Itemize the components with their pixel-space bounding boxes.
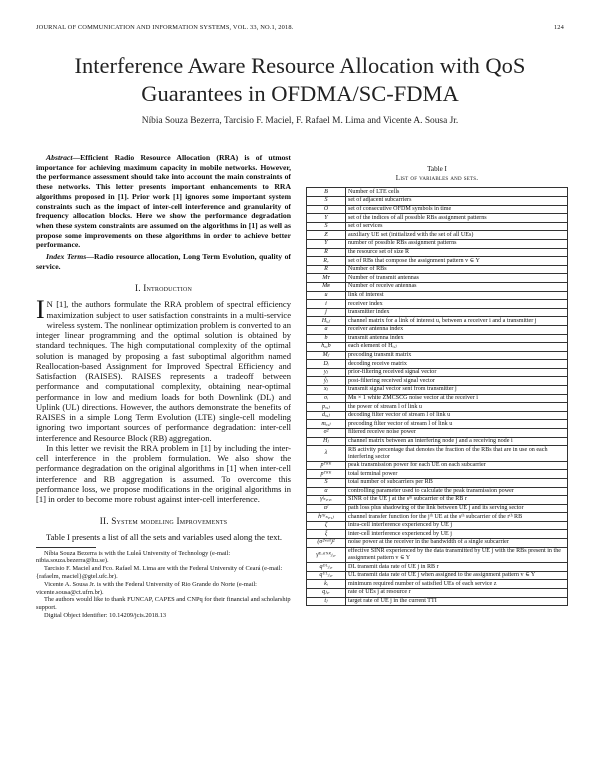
table-row [307, 571, 568, 580]
definition-cell: set of services [346, 222, 568, 231]
definition-cell: total terminal power [346, 470, 568, 479]
definition-cell: filtered receive noise power [346, 429, 568, 438]
symbol-cell: O [307, 205, 346, 214]
drop-cap: I [36, 295, 45, 325]
intro-paragraph-2: In this letter we revisit the RRA problem in [1] by including the inter-cell interference in the problem formulation. We also show the performance degradation on the original algorithms in [1] when inter-cell interference and RB aggregation is assumed. To overcome this performance loss, we propose modifications in the original algorithms in [1] in order to become more robust against inter-cell interference. [36, 442, 291, 505]
symbol-cell: qⱼ,ᵣ [307, 588, 346, 597]
table-row [307, 539, 568, 548]
definition-cell: each element of Hᵢ,ⱼ [346, 343, 568, 352]
symbol-cell: j [307, 308, 346, 317]
definition-cell: prior-filtering received signal vector [346, 368, 568, 377]
symbol-cell: u [307, 291, 346, 300]
definition-cell: decoding receive matrix [346, 360, 568, 369]
symbol-cell: Mᴛ [307, 274, 346, 283]
definition-cell: path loss plus shadowing of the link between UE j and its serving sector [346, 504, 568, 513]
paper-title: Interference Aware Resource Allocation with QoS Guarantees in OFDMA/SC-FDMA [74, 53, 526, 106]
abstract-label: Abstract [46, 153, 73, 162]
abstract-text: —Efficient Radio Resource Allocation (RRA) is of utmost importance for achieving maximum capacity in mobile networks. However, the performance assessment should take into account the main constraints of these networks. This letter presents important enhancements to RRA algorithms proposed in [1]. Prior work [1] ignores some important system constraints such as the impact of inter-cell interference and granularity of frequency allocation blocks. Here we show the performance degradation when these system constraints are assumed on the algorithms in [1] as well as propose some improvements on these algorithms in order to achieve better performance. [36, 153, 291, 250]
definition-cell: receiver index [346, 300, 568, 309]
table-row [307, 386, 568, 395]
definition-cell: precoding filter vector of stream l of link u [346, 420, 568, 429]
definition-cell: inter-cell interference experienced by UE j [346, 530, 568, 539]
variables-table [306, 187, 568, 606]
definition-cell: decoding filter vector of stream l of link u [346, 411, 568, 420]
table-row [307, 231, 568, 240]
definition-cell: effective SINR experienced by the data transmitted by UE j with the RBs present in the assignment pattern v ∈ Y [346, 547, 568, 563]
definition-cell: minimum required number of satisfied UEs of each service z [346, 580, 568, 589]
table-row [307, 478, 568, 487]
table-row [307, 580, 568, 589]
table-row [307, 239, 568, 248]
intro-paragraph-1 [36, 295, 291, 443]
symbol-cell: α [307, 487, 346, 496]
table-row [307, 547, 568, 563]
definition-cell: rate of UEs j at resource r [346, 588, 568, 597]
table-row [307, 597, 568, 606]
definition-cell: channel matrix between an interfering node j and a receiving node i [346, 437, 568, 446]
table-row [307, 291, 568, 300]
symbol-cell: Mⱼ [307, 351, 346, 360]
table-row [307, 411, 568, 420]
definition-cell: DL transmit data rate of UE j in RB r [346, 563, 568, 572]
table-row [307, 317, 568, 326]
journal-name: JOURNAL OF COMMUNICATION AND INFORMATION SYSTEMS, VOL. 33, NO.1, 2018. [36, 24, 294, 31]
table-row [307, 257, 568, 266]
definition-cell: precoding transmit matrix [346, 351, 568, 360]
definition-cell: auxiliary UE set (initialized with the set of all UEs) [346, 231, 568, 240]
definition-cell: set of consecutive OFDM symbols in time [346, 205, 568, 214]
symbol-cell: Ƶ [307, 231, 346, 240]
definition-cell: channel transfer function for the jᵗʰ UE at the sᵗʰ subcarrier of the rᵗʰ RB [346, 513, 568, 522]
symbol-cell: mᵤ,ⱼ [307, 420, 346, 429]
table-row [307, 461, 568, 470]
table-row [307, 265, 568, 274]
definition-cell: channel matrix for a link of interest u, between a receiver i and a transmitter j [346, 317, 568, 326]
symbol-cell: tⱼ [307, 597, 346, 606]
symbol-cell: Hⱼ [307, 437, 346, 446]
table-row [307, 205, 568, 214]
definition-cell: set of the indices of all possible RBs assignment patterns [346, 214, 568, 223]
symbol-cell: Hᵢ,ⱼ [307, 317, 346, 326]
definition-cell: intra-cell interference experienced by UE j [346, 521, 568, 530]
symbol-cell: xⱼ [307, 386, 346, 395]
definition-cell: transmit antenna index [346, 334, 568, 343]
symbol-cell: pᵤ,ⱼ [307, 403, 346, 412]
table-row [307, 429, 568, 438]
table-row [307, 300, 568, 309]
symbol-cell: b [307, 334, 346, 343]
table-row [307, 368, 568, 377]
symbol-cell: Rᵥ [307, 257, 346, 266]
table-row [307, 496, 568, 505]
symbol-cell: (σ²ʷᵃᵇ)² [307, 539, 346, 548]
footnote-divider [36, 547, 96, 548]
symbol-cell: R [307, 265, 346, 274]
table-row [307, 274, 568, 283]
symbol-cell: a [307, 325, 346, 334]
table-row [307, 504, 568, 513]
symbol-cell: R [307, 248, 346, 257]
table-row [307, 521, 568, 530]
table-row [307, 222, 568, 231]
symbol-cell: σ² [307, 429, 346, 438]
symbol-cell: S [307, 222, 346, 231]
definition-cell: number of possible RBs assignment patterns [346, 239, 568, 248]
table-row [307, 188, 568, 197]
table-row [307, 487, 568, 496]
symbol-cell: hₐ,b [307, 343, 346, 352]
table-row [307, 403, 568, 412]
definition-cell: set of RBs that compose the assignment pattern v ∈ Y [346, 257, 568, 266]
running-head [36, 24, 564, 34]
definition-cell: the resource set of size R [346, 248, 568, 257]
table-row [307, 334, 568, 343]
symbol-cell: kᵢ [307, 580, 346, 589]
symbol-cell: yⱼ [307, 368, 346, 377]
definition-cell: controlling parameter used to calculate the peak transmission power [346, 487, 568, 496]
table-row [307, 420, 568, 429]
symbol-cell: λ [307, 446, 346, 462]
page-number: 124 [553, 24, 564, 31]
table-row [307, 446, 568, 462]
symbol-cell: qᵁᴸⱼ,ᵥ [307, 571, 346, 580]
right-column [306, 165, 568, 606]
symbol-cell: qᴰᴸⱼ,ᵣ [307, 563, 346, 572]
symbol-cell: αʲ [307, 504, 346, 513]
definition-cell: link of interest [346, 291, 568, 300]
footnote: Digital Object Identifier: 10.14209/jcis.2018.13 [44, 612, 167, 620]
definition-cell: transmitter index [346, 308, 568, 317]
table-row [307, 513, 568, 522]
left-column [36, 153, 291, 620]
table-row [307, 197, 568, 206]
definition-cell: set of adjacent subcarriers [346, 197, 568, 206]
author-list: Níbia Souza Bezerra, Tarcisio F. Maciel, F. Rafael M. Lima and Vicente A. Sousa Jr. [141, 116, 459, 126]
table-row [307, 248, 568, 257]
abstract [36, 153, 291, 250]
symbol-cell: γ̄ᴱ·ˢᴵᴺᴿⱼ,ᵥ [307, 547, 346, 563]
footnote: The authors would like to thank FUNCAP, CAPES and CNPq for their financial and scholarship support. [36, 596, 291, 612]
symbol-cell: Y [307, 214, 346, 223]
table-row [307, 563, 568, 572]
table-row [307, 360, 568, 369]
symbol-cell: ξ [307, 530, 346, 539]
footnote: Vicente A. Sousa Jr. is with the Federal University of Rio Grande do Norte (e-mail: vicente.sousa@ct.ufrn.br). [36, 580, 257, 596]
table-row [307, 588, 568, 597]
section-heading-introduction: I. Introduction [134, 283, 193, 294]
symbol-cell: γʲₛ,ᵣ,ₓ [307, 496, 346, 505]
table-caption [306, 165, 568, 182]
symbol-cell: Dᵢ [307, 360, 346, 369]
symbol-cell: S [307, 197, 346, 206]
definition-cell: Number of receive antennas [346, 282, 568, 291]
index-terms-label: Index Terms [46, 252, 87, 262]
symbol-cell: S [307, 478, 346, 487]
definition-cell: target rate of UE j in the current TTI [346, 597, 568, 606]
definition-cell: transmit signal vector sent from transmitter j [346, 386, 568, 395]
definition-cell: noise power at the receiver in the bandwidth of a single subcarrier [346, 539, 568, 548]
definition-cell: post-filtering received signal vector [346, 377, 568, 386]
definition-cell: Number of RBs [346, 265, 568, 274]
table-row [307, 308, 568, 317]
table-row [307, 325, 568, 334]
footnotes [36, 550, 291, 620]
table-row [307, 343, 568, 352]
symbol-cell: pᵀᴿᴷ [307, 470, 346, 479]
definition-cell: the power of stream l of link u [346, 403, 568, 412]
table-row [307, 470, 568, 479]
definition-cell: UL transmit data rate of UE j when assigned to the assignment pattern v ∈ Y [346, 571, 568, 580]
symbol-cell: dᵤ,ⱼ [307, 411, 346, 420]
table-row [307, 282, 568, 291]
definition-cell: total number of subcarriers per RB [346, 478, 568, 487]
definition-cell: receiver antenna index [346, 325, 568, 334]
table-description: List of variables and sets. [395, 173, 479, 182]
table-row [307, 351, 568, 360]
table-row [307, 530, 568, 539]
index-terms [36, 252, 291, 271]
symbol-cell: hᴵᴷₛ,ᵣ,ⱼ [307, 513, 346, 522]
symbol-cell: ζ [307, 521, 346, 530]
definition-cell: peak transmission power for each UE on each subcarrier [346, 461, 568, 470]
table-row [307, 214, 568, 223]
section-heading-system-modeling: II. System modeling Improvements [99, 516, 228, 527]
symbol-cell: ŷⱼ [307, 377, 346, 386]
index-terms-text: —Radio resource allocation, Long Term Evolution, quality of service. [36, 252, 291, 271]
definition-cell: Number of transmit antennas [346, 274, 568, 283]
symbol-cell: i [307, 300, 346, 309]
footnote: Tarcisio F. Maciel and Fco. Rafael M. Lima are with the Federal University of Ceará (e-mail: {rafaelm, maciel}@gtel.ufc.br). [36, 565, 283, 581]
symbol-cell: σᵢ [307, 394, 346, 403]
definition-cell: RB activity percentage that denotes the fraction of the RBs that are in use on each interfering sector [346, 446, 568, 462]
symbol-cell: pᵀᴿᴷ [307, 461, 346, 470]
symbol-cell: B [307, 188, 346, 197]
intro-paragraph-1-text: N [1], the authors formulate the RRA problem of spectral efficiency maximization subject to user satisfaction constraints in a multi-service wireless system. The nonlinear optimization problem is converted to an integer linear programming and the optimal solution is obtained by standard techniques. The high computational complexity of the optimal solution is managed by proposing a fast suboptimal algorithm named Reallocation-based Assignment for Improved Spectral Efficiency and Satisfaction (RAISES). RAISES represents a tradeoff between performance and computational complexity, obtaining near-optimal performance in low and medium loads for both Downlink (DL) and Uplink (UL) directions. However, the authors demonstrate the benefits of RAISES in a simple Long Term Evolution (LTE) single-cell modeling ignoring two important sources of performance degradation: inter-cell interference and Resource Block (RB) aggregation. [36, 299, 291, 443]
system-paragraph-1: Table I presents a list of all the sets and variables used along the text. [46, 532, 283, 543]
definition-cell: Number of LTE cells [346, 188, 568, 197]
symbol-cell: Υ [307, 239, 346, 248]
symbol-cell: Mʀ [307, 282, 346, 291]
table-row [307, 377, 568, 386]
definition-cell: SINR of the UE j at the sᵗʰ subcarrier of the RB r [346, 496, 568, 505]
table-name: Table I [427, 165, 447, 173]
table-row [307, 437, 568, 446]
footnote: Níbia Souza Bezerra is with the Luleå University of Technology (e-mail: nibia.souza.bezerra@ltu.se). [36, 549, 231, 565]
table-row [307, 394, 568, 403]
variables-table-body [307, 188, 568, 606]
definition-cell: Mʀ × 1 white ZMCSCG noise vector at the receiver i [346, 394, 568, 403]
